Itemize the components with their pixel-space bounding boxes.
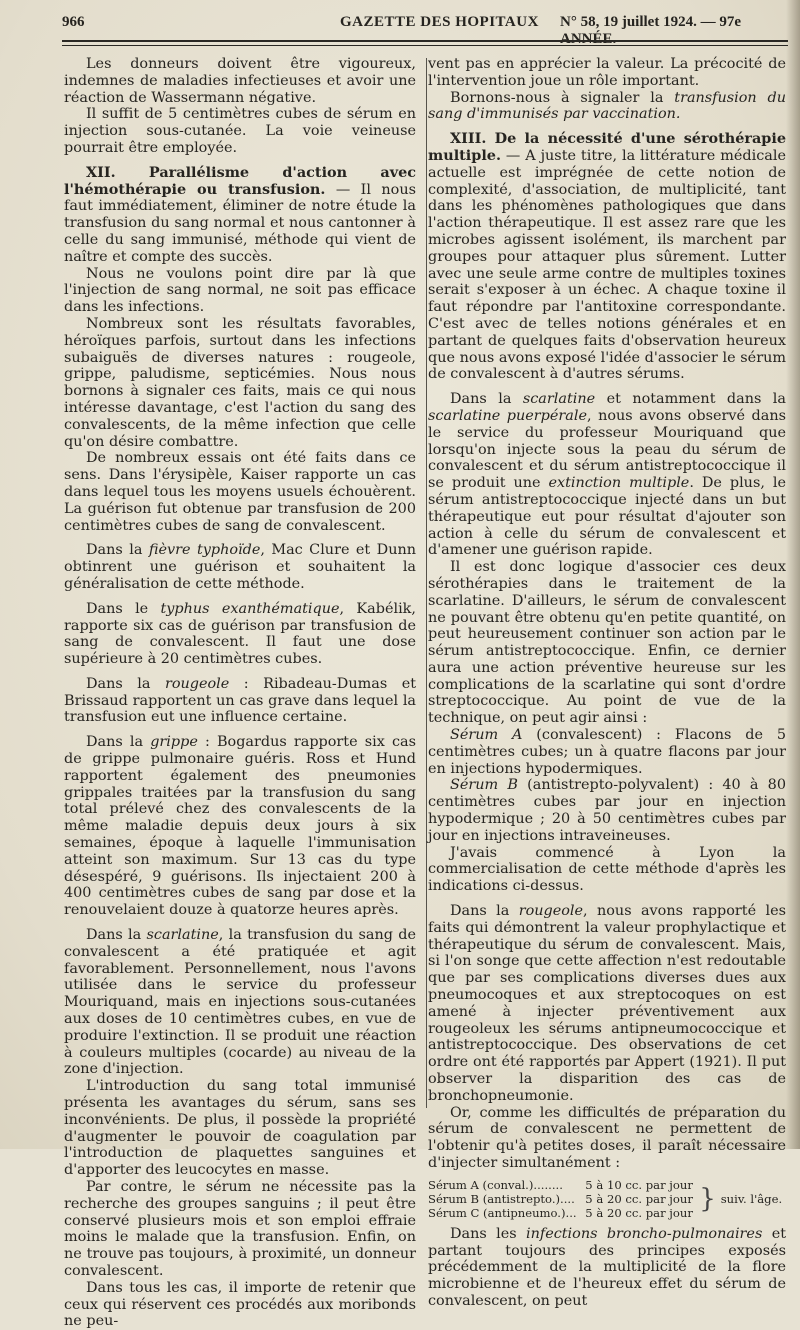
emphasis: rougeole bbox=[164, 675, 230, 692]
journal-title: GAZETTE DES HOPITAUX bbox=[340, 14, 539, 30]
paragraph: Dans tous les cas, il importe de retenir que ceux qui réservent ces procédés aux moribonds ne peu- bbox=[64, 1279, 416, 1330]
serum-dose-table bbox=[428, 1178, 786, 1220]
emphasis: fièvre typhoïde bbox=[148, 542, 261, 559]
paragraph-typhoid: Dans la fièvre typhoïde, Mac Clure et Dunn obtinrent une guérison et souhaitent la généralisation de cette méthode. bbox=[64, 542, 416, 592]
paragraph: Nous ne voulons point dire par là que l'injection de sang normal, ne soit pas efficace dans les infections. bbox=[64, 265, 416, 316]
header-rule-thin bbox=[62, 45, 788, 46]
paragraph: Il est donc logique d'associer ces deux sérothérapies dans le traitement de la scarlatine. D'ailleurs, le sérum de convalescent ne pouvant être obtenu qu'en petite quantité, on peut heureusement continuer son action par le sérum antistreptococcique. Enfin, ce dernier aura une action préventive heureuse sur les complications de la scarlatine qui sont d'ordre streptococcique. Au point de vue de la technique, on peut agir ainsi : bbox=[428, 559, 786, 727]
section-heading: XIII. De la nécessité d'une sérothérapie multiple. bbox=[428, 130, 786, 164]
paragraph: Par contre, le sérum ne nécessite pas la recherche des groupes sanguins ; il peut être conservé plusieurs mois et son emploi effraie moins le malade que la transfusion. Enfin, on ne trouve pas toujours, à proximité, un donneur convalescent. bbox=[64, 1179, 416, 1279]
emphasis: Sérum A bbox=[450, 727, 523, 744]
emphasis: typhus exanthématique bbox=[160, 600, 340, 617]
paragraph: De nombreux essais ont été faits dans ce sens. Dans l'érysipèle, Kaiser rapporte un cas dans lequel tous les moyens usuels échouèrent. La guérison fut obtenue par transfusion de 200 centimètres cubes de sang de convalescent. bbox=[64, 450, 416, 534]
issue-info: N° 58, 19 juillet 1924. — 97e ANNÉE. bbox=[560, 14, 741, 47]
left-column bbox=[64, 56, 416, 1330]
section-heading: XII. Parallélisme d'action avec l'hémothérapie ou transfusion. bbox=[64, 163, 416, 198]
paragraph: Or, comme les difficultés de préparation du sérum de convalescent ne permettent de l'obtenir qu'à petites doses, il paraît nécessaire d'injecter simultanément : bbox=[428, 1104, 786, 1171]
table-cell: 5 à 10 cc. par jour bbox=[585, 1177, 693, 1192]
emphasis: extinction multiple bbox=[548, 475, 690, 492]
table-cell: Sérum B (antistrepto.).... bbox=[428, 1191, 575, 1206]
section-text: — A juste titre, la littérature médicale actuelle est imprégnée de cette notion de complexité, d'association, de multiplicité, tant dans les phénomènes pathologiques que dans l'action thérapeutique. Il est assez rare que les microbes agissent isolément, ils marchent par groupes pour attaquer plus sûrement. Lutter avec une seule arme contre de multiples toxines serait s'exposer à un échec. A chaque toxine il faut répondre par l'antitoxine correspondante. C'est avec de telles notions générales et en partant de quelques faits d'observation heureux que nous avons exposé l'idée d'associer le sérum de convalescent à d'autres sérums. bbox=[428, 147, 786, 383]
emphasis: scarlatine bbox=[146, 927, 219, 944]
column-divider bbox=[426, 58, 427, 1108]
paragraph-typhus: Dans le typhus exanthématique, Kabélik, rapporte six cas de guérison par transfusion de sang de convalescent. Il faut une dose supérieure à 20 centimètres cubes. bbox=[64, 600, 416, 668]
table-note: suiv. l'âge. bbox=[720, 1191, 783, 1206]
page-edge-shadow bbox=[786, 0, 800, 1149]
section-text: — Il nous faut immédiatement, éliminer de notre étude la transfusion du sang normal et nous cantonner à celle du sang immunisé, méthode qui vient de naître et compte des succès. bbox=[64, 181, 416, 265]
emphasis: transfusion du sang d'immunisés par vaccination. bbox=[428, 89, 786, 123]
right-column bbox=[428, 56, 786, 1310]
paragraph: vent pas en apprécier la valeur. La précocité de l'intervention joue un rôle important. bbox=[428, 56, 786, 89]
section-xiii bbox=[428, 131, 786, 383]
table-cell: Sérum C (antipneumo.)... bbox=[428, 1205, 577, 1220]
header-rule-thick bbox=[62, 40, 788, 42]
table-cell: Sérum A (conval.)........ bbox=[428, 1177, 563, 1192]
table-cell: 5 à 20 cc. par jour bbox=[585, 1191, 693, 1206]
paragraph: L'introduction du sang total immunisé présenta les avantages du sérum, sans ses inconvénients. De plus, il possède la propriété d'augmenter le pouvoir de coagulation par l'introduction de plaquettes sanguines et d'apporter des leucocytes en masse. bbox=[64, 1078, 416, 1179]
paragraph-serum-b: Sérum B (antistrepto-polyvalent) : 40 à 80 centimètres cubes par jour en injection hypodermique ; 20 à 50 centimètres cubes par jour en injections intraveineuses. bbox=[428, 777, 786, 844]
paragraph-rougeole: Dans la rougeole, nous avons rapporté les faits qui démontrent la valeur prophylactique et thérapeutique du sérum de convalescent. Mais, si l'on songe que cette affection n'est redoutable que par ses complications diverses dues aux pneumocoques et aux streptocoques on est amené à injecter préventivement aux rougeoleux les sérums antipneumococcique et antistreptococcique. Des observations de cet ordre ont été rapportés par Appert (1921). Il put observer la disparition des cas de bronchopneumonie. bbox=[428, 903, 786, 1104]
brace: } bbox=[699, 1183, 716, 1214]
paragraph: Les donneurs doivent être vigoureux, indemnes de maladies infectieuses et avoir une réaction de Wassermann négative. bbox=[64, 56, 416, 106]
paragraph-scarlatine: Dans la scarlatine et notamment dans la scarlatine puerpérale, nous avons observé dans le service du professeur Mouriquand que lorsqu'on injecte sous la peau du sérum de convalescent et du sérum antistreptococcique il se produit une extinction multiple. De plus, le sérum antistreptococcique injecté dans un but thérapeutique eut pour résultat d'ajouter son action à celle du sérum de convalescent et d'amener une guérison rapide. bbox=[428, 391, 786, 559]
emphasis: Sérum B bbox=[450, 777, 518, 794]
paragraph-measles: Dans la rougeole : Ribadeau-Dumas et Brissaud rapportent un cas grave dans lequel la transfusion eut une influence certaine. bbox=[64, 675, 416, 726]
paragraph-scarlet-fever: Dans la scarlatine, la transfusion du sang de convalescent a été pratiquée et agit favorablement. Personnellement, nous l'avons utilisée dans le service du professeur Mouriquand, mais en injections sous-cutanées aux doses de 10 centimètres cubes, en vue de produire l'extinction. Il se produit une réaction à couleurs multiples (cocarde) au niveau de la zone d'injection. bbox=[64, 927, 416, 1078]
paragraph: Il suffit de 5 centimètres cubes de sérum en injection sous-cutanée. La voie veineuse pourrait être employée. bbox=[64, 106, 416, 156]
emphasis: grippe bbox=[150, 734, 198, 751]
paragraph: Nombreux sont les résultats favorables, héroïques parfois, surtout dans les infections subaiguës de diverses natures : rougeole, grippe, paludisme, septicémies. Nous nous bornons à signaler ces faits, mais ce qui nous intéresse davantage, c'est l'action du sang des convalescents, de la même infection que celle qu'on désire combattre. bbox=[64, 315, 416, 450]
emphasis: rougeole bbox=[518, 903, 584, 920]
table-row bbox=[428, 1178, 786, 1192]
page-header bbox=[62, 14, 790, 47]
emphasis: scarlatine bbox=[522, 391, 596, 408]
paragraph: J'avais commencé à Lyon la commercialisation de cette méthode d'après les indications ci-dessus. bbox=[428, 844, 786, 895]
page-number: 966 bbox=[62, 14, 85, 30]
paragraph-vaccination: Bornons-nous à signaler la transfusion du sang d'immunisés par vaccination. bbox=[428, 89, 786, 123]
emphasis: scarlatine puerpérale bbox=[428, 407, 587, 424]
section-xii bbox=[64, 165, 416, 266]
table-cell: 5 à 20 cc. par jour bbox=[585, 1205, 693, 1220]
emphasis: infections broncho-pulmonaires bbox=[526, 1225, 763, 1242]
paragraph-serum-a: Sérum A (convalescent) : Flacons de 5 centimètres cubes; un à quatre flacons par jour en injections hypodermiques. bbox=[428, 727, 786, 777]
paragraph-broncho: Dans les infections broncho-pulmonaires et partant toujours des principes exposés précédemment de la multiplicité de la flore microbienne et de l'heureux effet du sérum de convalescent, on peut bbox=[428, 1225, 786, 1309]
paragraph-flu: Dans la grippe : Bogardus rapporte six cas de grippe pulmonaire guéris. Ross et Hund rapportent également des pneumonies grippales traitées par la transfusion du sang total prélevé chez des convalescents de la même maladie depuis deux jours à six semaines, époque à laquelle l'immunisation atteint son maximum. Sur 13 cas du type désespéré, 9 guérisons. Ils injectaient 200 à 400 centimètres cubes de sang par dose et la renouvelaient douze à quatorze heures après. bbox=[64, 734, 416, 919]
